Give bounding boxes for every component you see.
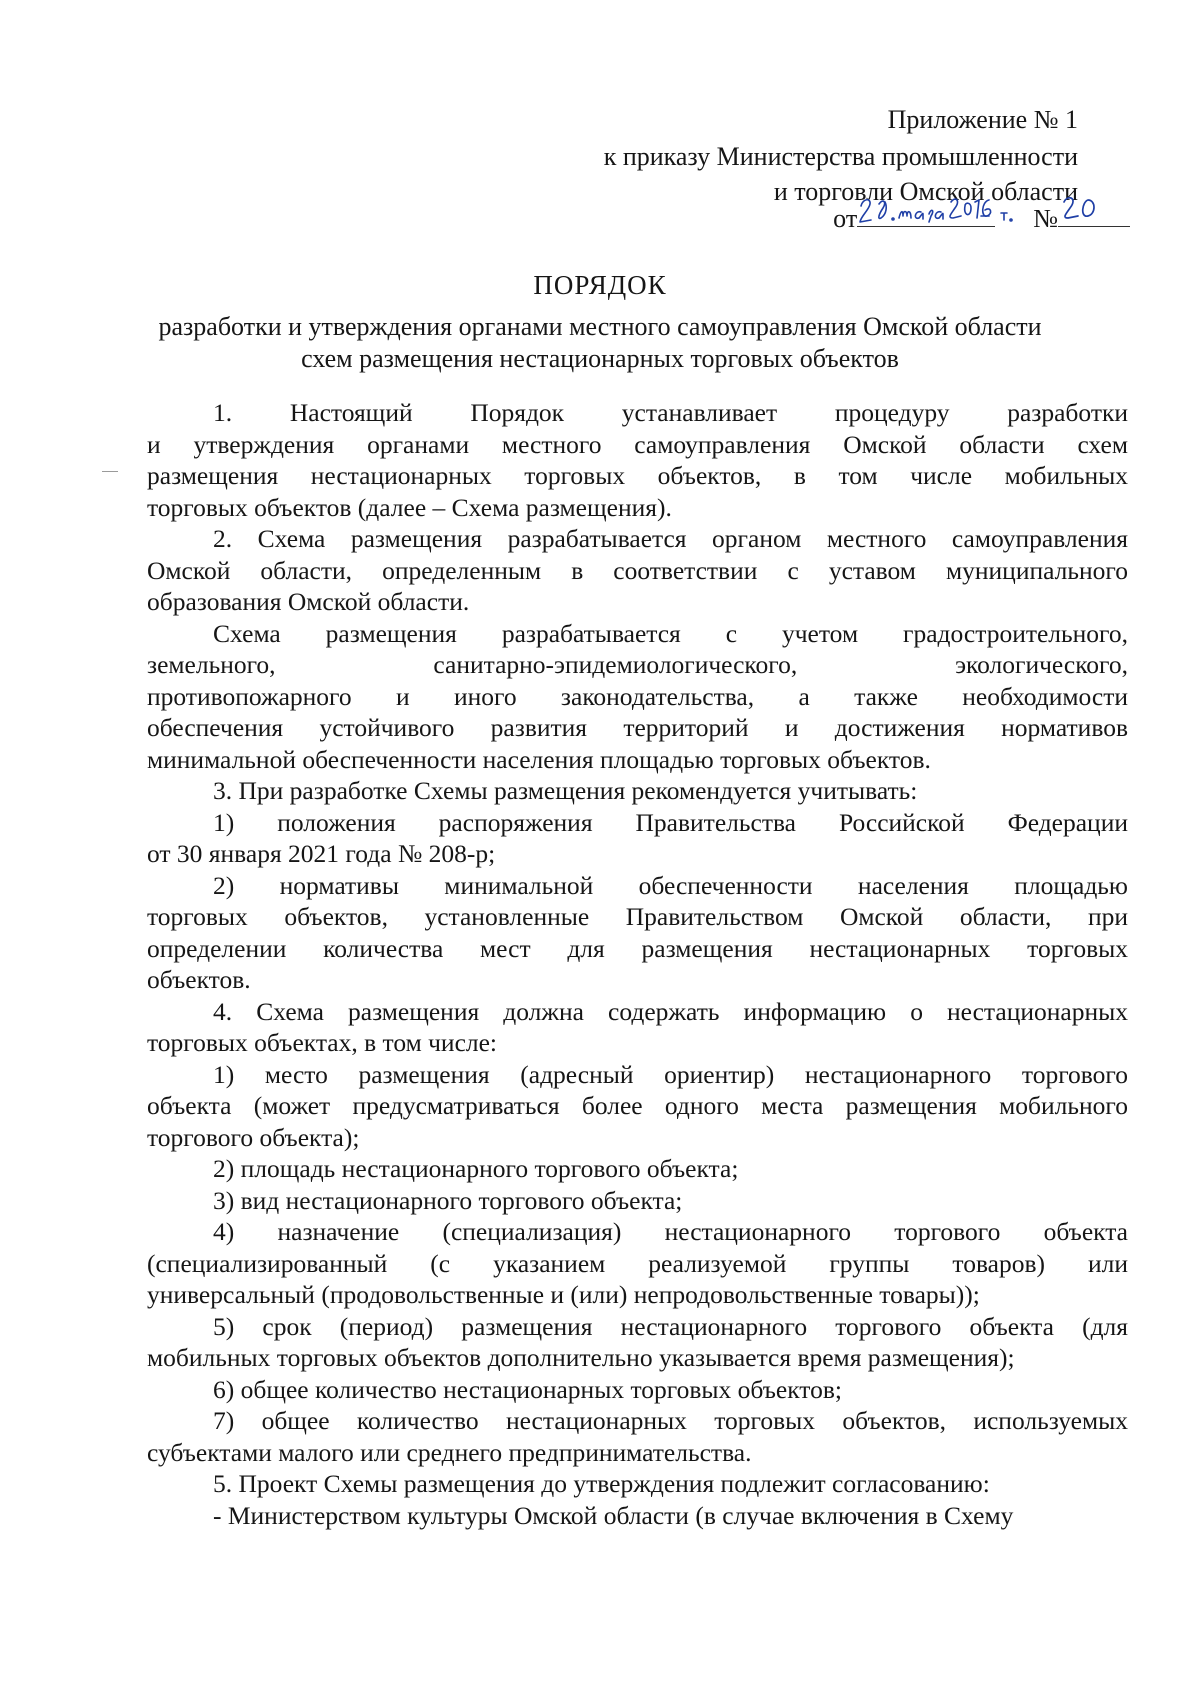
- text-line: Омской области, определенным в соответствии с уставом муниципального: [147, 555, 1128, 585]
- paragraph: [147, 523, 1128, 618]
- number-sign: №: [1033, 204, 1058, 233]
- ministry-name: и торговли Омской области: [773, 177, 1078, 206]
- paragraph: [147, 397, 1128, 523]
- paragraph: [147, 807, 1128, 870]
- paragraph: [147, 775, 1128, 807]
- text-line: Схема размещения разрабатывается с учетом градостроительного,: [213, 618, 1128, 648]
- text-line: торговых объектов, установленные Правительством Омской области, при: [147, 902, 1128, 931]
- paragraph: [147, 870, 1128, 996]
- text-line: от 30 января 2021 года № 208-р;: [147, 839, 496, 868]
- document-body: [147, 397, 1128, 1531]
- text-line: объектов.: [147, 965, 251, 994]
- paragraph: [147, 1059, 1128, 1154]
- text-line: 4. Схема размещения должна содержать информацию о нестационарных: [213, 996, 1128, 1026]
- paragraph: [147, 1185, 1128, 1217]
- text-line: 5) срок (период) размещения нестационарного торгового объекта (для: [213, 1311, 1128, 1341]
- text-line: образования Омской области.: [147, 587, 470, 616]
- text-line: 6) общее количество нестационарных торговых объектов;: [213, 1374, 842, 1404]
- paragraph: [147, 1311, 1128, 1374]
- paragraph: [147, 1216, 1128, 1311]
- paragraph: [147, 1374, 1128, 1406]
- document-title: ПОРЯДОК: [533, 270, 667, 300]
- text-line: торговых объектов (далее – Схема размещения).: [147, 492, 672, 522]
- document-subtitle-line-1: разработки и утверждения органами местного самоуправления Омской области: [158, 312, 1042, 341]
- order-reference: к приказу Министерства промышленности: [603, 142, 1078, 171]
- text-line: определении количества мест для размещения нестационарных торговых: [147, 933, 1128, 963]
- paragraph: [147, 1405, 1128, 1468]
- text-line: 2) нормативы минимальной обеспеченности населения площадью: [213, 870, 1128, 900]
- handwritten-number-ink: [1058, 192, 1130, 226]
- text-line: (специализированный (с указанием реализуемой группы товаров) или: [147, 1248, 1128, 1278]
- paragraph: [147, 996, 1128, 1059]
- text-line: объекта (может предусматриваться более одного места размещения мобильного: [147, 1091, 1128, 1120]
- text-line: универсальный (продовольственные и (или) непродовольственные товары));: [147, 1280, 980, 1309]
- text-line: 3) вид нестационарного торгового объекта;: [213, 1185, 683, 1215]
- text-line: субъектами малого или среднего предпринимательства.: [147, 1437, 752, 1467]
- scan-margin-mark: [102, 471, 118, 472]
- text-line: 1) положения распоряжения Правительства Российской Федерации: [213, 807, 1128, 837]
- order-date-line: [833, 204, 1130, 234]
- year-suffix-ink: [999, 193, 1027, 227]
- text-line: и утверждения органами местного самоуправления Омской области схем: [147, 429, 1128, 459]
- text-line: 2. Схема размещения разрабатывается органом местного самоуправления: [213, 524, 1128, 553]
- text-line: 3. При разработке Схемы размещения рекомендуется учитывать:: [213, 776, 918, 805]
- handwritten-number: [1058, 204, 1130, 227]
- text-line: обеспечения устойчивого развития территорий и достижения нормативов: [147, 713, 1128, 742]
- handwritten-date: [857, 204, 995, 227]
- text-line: торговых объектах, в том числе:: [147, 1028, 498, 1057]
- paragraph: [147, 1500, 1128, 1532]
- text-line: 1. Настоящий Порядок устанавливает процедуру разработки: [213, 398, 1128, 427]
- paragraph: [147, 1468, 1128, 1500]
- paragraph: [147, 1153, 1128, 1185]
- text-line: минимальной обеспеченности населения площадью торговых объектов.: [147, 744, 931, 774]
- date-suffix-handwritten: [999, 205, 1027, 227]
- document-subtitle-line-2: схем размещения нестационарных торговых объектов: [301, 344, 899, 373]
- text-line: противопожарного и иного законодательства, а также необходимости: [147, 681, 1128, 711]
- text-line: торгового объекта);: [147, 1122, 360, 1152]
- text-line: - Министерством культуры Омской области (в случае включения в Схему: [213, 1500, 1014, 1530]
- text-line: 2) площадь нестационарного торгового объекта;: [213, 1154, 739, 1183]
- handwritten-date-ink: [857, 192, 995, 226]
- text-line: 5. Проект Схемы размещения до утверждения подлежит согласованию:: [213, 1469, 990, 1498]
- text-line: 1) место размещения (адресный ориентир) нестационарного торгового: [213, 1059, 1128, 1089]
- paragraph: [147, 618, 1128, 776]
- date-prefix: от: [833, 204, 858, 233]
- text-line: мобильных торговых объектов дополнительно указывается время размещения);: [147, 1343, 1015, 1372]
- appendix-label: Приложение № 1: [887, 105, 1078, 134]
- text-line: размещения нестационарных торговых объектов, в том числе мобильных: [147, 461, 1128, 490]
- text-line: 7) общее количество нестационарных торговых объектов, используемых: [213, 1406, 1128, 1435]
- text-line: земельного, санитарно-эпидемиологического, экологического,: [147, 650, 1128, 679]
- text-line: 4) назначение (специализация) нестационарного торгового объекта: [213, 1217, 1128, 1246]
